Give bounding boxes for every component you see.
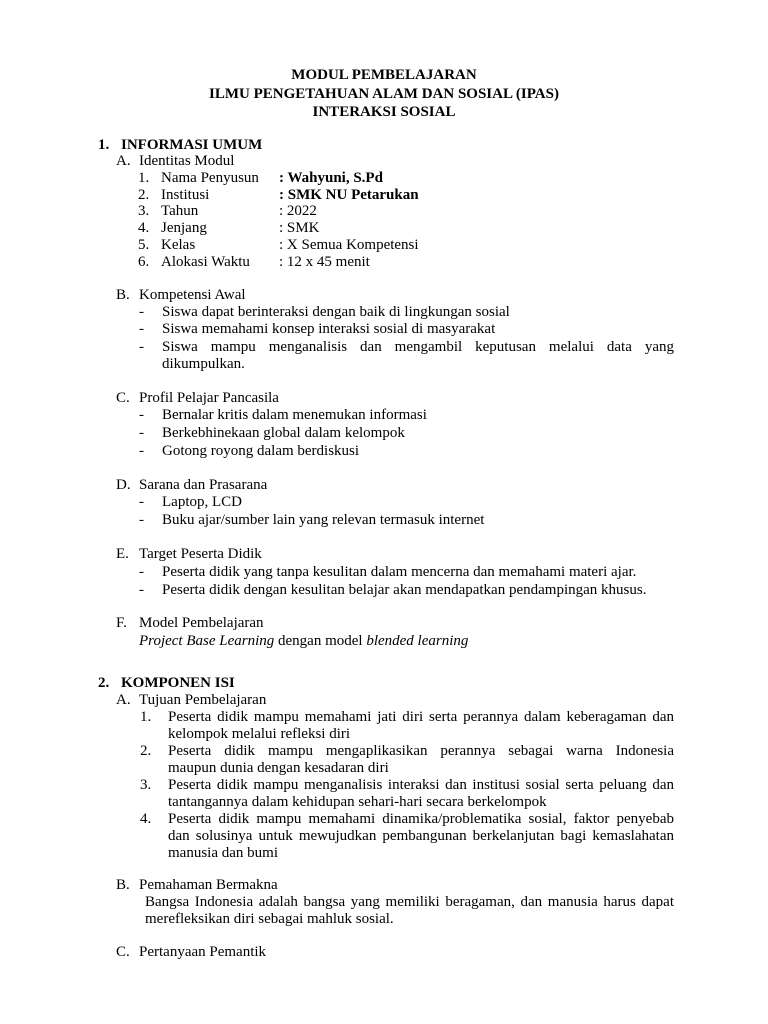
section2-number: 2.	[98, 675, 110, 691]
subsection-title: Kompetensi Awal	[139, 287, 246, 303]
bullet-dash: -	[139, 304, 144, 320]
bullet-text: Peserta didik yang tanpa kesulitan dalam mencerna dan memahami materi ajar.	[162, 564, 637, 580]
subsection-title: Model Pembelajaran	[139, 615, 264, 631]
identity-row-value: : 2022	[279, 203, 317, 219]
subsection-letter: A.	[116, 692, 131, 708]
section2-heading: KOMPONEN ISI	[121, 675, 235, 691]
bullet-dash: -	[139, 564, 144, 580]
subsection-title: Pertanyaan Pemantik	[139, 944, 267, 960]
identity-row-num: 3.	[138, 203, 150, 219]
identity-row-num: 5.	[138, 237, 150, 253]
bullet-dash: -	[139, 425, 144, 441]
bullet-dash: -	[139, 494, 144, 510]
bullet-dash: -	[139, 512, 144, 528]
subsection-letter: E.	[116, 546, 129, 562]
identity-row-label: Kelas	[161, 237, 196, 253]
objective-text: Peserta didik mampu menganalisis interaksi dan institusi sosial serta peluang dan	[168, 777, 674, 793]
identity-row-label: Jenjang	[161, 220, 207, 236]
bullet-dash: -	[139, 321, 144, 337]
subsection-title: Tujuan Pembelajaran	[139, 692, 267, 708]
subsection-letter: D.	[116, 477, 131, 493]
subsection-title: Identitas Modul	[139, 153, 235, 169]
identity-row-num: 1.	[138, 170, 150, 186]
subsection-title: Sarana dan Prasarana	[139, 477, 268, 493]
objective-text-continuation: dan solusinya untuk mewujudkan pembangunan berkelanjutan bagi kemaslahatan	[168, 828, 674, 844]
learning-model-name: Project Base Learning	[139, 633, 275, 649]
identity-row-label: Alokasi Waktu	[161, 254, 250, 270]
bullet-text: Bernalar kritis dalam menemukan informasi	[162, 407, 427, 423]
subsection-letter: F.	[116, 615, 127, 631]
identity-row-value: : X Semua Kompetensi	[279, 237, 419, 253]
subsection-letter: B.	[116, 877, 130, 893]
bullet-dash: -	[139, 407, 144, 423]
subsection-letter: C.	[116, 944, 130, 960]
objective-num: 2.	[140, 743, 152, 759]
identity-row-label: Tahun	[161, 203, 199, 219]
objective-num: 3.	[140, 777, 152, 793]
learning-model-text	[139, 633, 468, 650]
identity-row-num: 4.	[138, 220, 150, 236]
identity-row-num: 2.	[138, 187, 150, 203]
objective-num: 4.	[140, 811, 152, 827]
meaningful-understanding-text-continuation: merefleksikan diri sebagai mahluk sosial.	[145, 911, 394, 927]
objective-text: Peserta didik mampu memahami dinamika/problematika sosial, faktor penyebab	[168, 811, 674, 827]
bullet-text: Laptop, LCD	[162, 494, 242, 510]
bullet-dash: -	[139, 582, 144, 598]
bullet-text: Buku ajar/sumber lain yang relevan termasuk internet	[162, 512, 485, 528]
doc-title: MODUL PEMBELAJARAN	[291, 67, 477, 83]
subsection-letter: B.	[116, 287, 130, 303]
section1-heading: INFORMASI UMUM	[121, 137, 263, 153]
meaningful-understanding-text: Bangsa Indonesia adalah bangsa yang memiliki beragaman, dan manusia harus dapat	[145, 894, 674, 910]
subsection-title: Profil Pelajar Pancasila	[139, 390, 279, 406]
learning-model-mode: blended learning	[366, 633, 469, 649]
objective-text: Peserta didik mampu mengaplikasikan perannya sebagai warna Indonesia	[168, 743, 674, 759]
objective-text-continuation: manusia dan bumi	[168, 845, 278, 861]
bullet-dash: -	[139, 443, 144, 459]
bullet-text: Berkebhinekaan global dalam kelompok	[162, 425, 405, 441]
objective-text: Peserta didik mampu memahami jati diri serta perannya dalam keberagaman dan	[168, 709, 674, 725]
identity-row-label: Nama Penyusun	[161, 170, 259, 186]
identity-row-value: : SMK	[279, 220, 320, 236]
objective-text-continuation: kelompok melalui refleksi diri	[168, 726, 351, 742]
objective-text-continuation: maupun dunia dengan kesadaran diri	[168, 760, 389, 776]
identity-row-value: : 12 x 45 menit	[279, 254, 370, 270]
identity-row-value: : Wahyuni, S.Pd	[279, 170, 383, 186]
objective-text-continuation: tantangannya dalam kehidupan sehari-hari secara berkelompok	[168, 794, 547, 810]
doc-topic: INTERAKSI SOSIAL	[312, 104, 456, 120]
identity-row-value: : SMK NU Petarukan	[279, 187, 419, 203]
subsection-title: Target Peserta Didik	[139, 546, 262, 562]
learning-model-connector: dengan model	[274, 633, 367, 649]
bullet-text: Siswa mampu menganalisis dan mengambil keputusan melalui data yang	[162, 339, 674, 355]
subsection-title: Pemahaman Bermakna	[139, 877, 278, 893]
identity-row-label: Institusi	[161, 187, 210, 203]
bullet-text: Gotong royong dalam berdiskusi	[162, 443, 360, 459]
bullet-dash: -	[139, 339, 144, 355]
doc-subtitle: ILMU PENGETAHUAN ALAM DAN SOSIAL (IPAS)	[209, 86, 559, 102]
subsection-letter: C.	[116, 390, 130, 406]
subsection-letter: A.	[116, 153, 131, 169]
bullet-text: Peserta didik dengan kesulitan belajar akan mendapatkan pendampingan khusus.	[162, 582, 647, 598]
bullet-text: Siswa dapat berinteraksi dengan baik di lingkungan sosial	[162, 304, 510, 320]
bullet-text-continuation: dikumpulkan.	[162, 356, 245, 372]
identity-row-num: 6.	[138, 254, 150, 270]
bullet-text: Siswa memahami konsep interaksi sosial di masyarakat	[162, 321, 496, 337]
section1-number: 1.	[98, 137, 110, 153]
objective-num: 1.	[140, 709, 152, 725]
